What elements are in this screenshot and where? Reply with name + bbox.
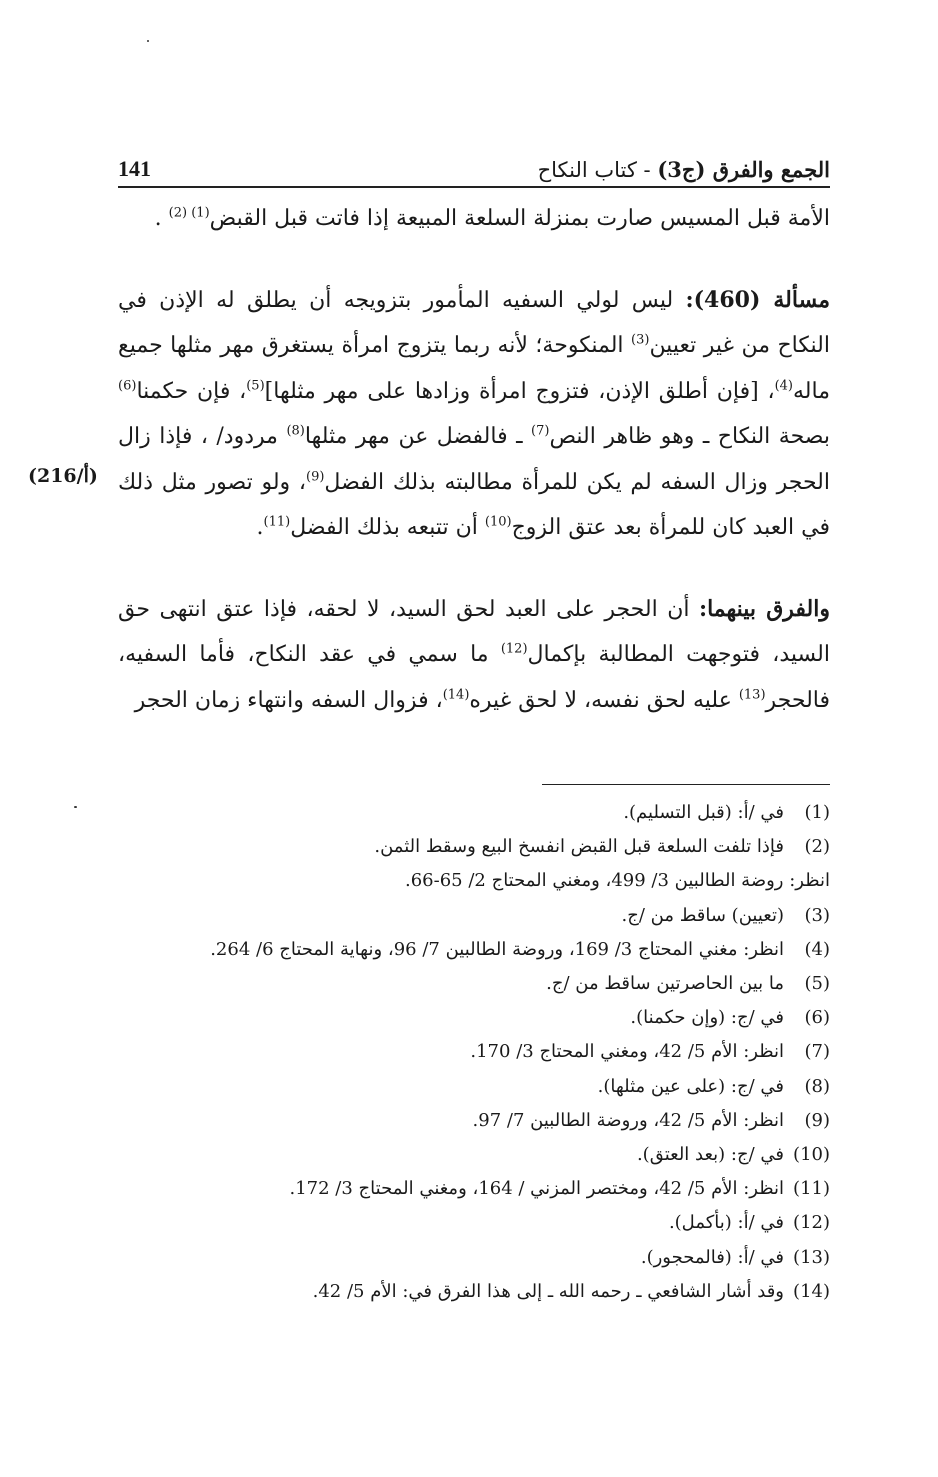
footnote-ref: (10) [484,514,512,530]
footnote-ref: (9) [305,469,325,485]
footnote-ref: (3) [631,332,650,348]
footnote-item: (11) انظر: الأم 5/ 42، ومختصر المزني / 164، ومغني المحتاج 3/ 172. [289,1178,830,1200]
page-number: 141 [118,156,151,181]
footnote-ref: (13) [738,687,766,703]
footnote-item: (6) في /ج: (وإن حكمنا). [630,1007,830,1029]
footnote-item: (1) في /أ: (قبل التسليم). [623,802,830,823]
footnote-ref: (1) (2) [168,205,210,221]
footnote-ref: (11) [263,514,291,530]
footnote-ref: (8) [286,423,305,439]
footnotes [118,796,830,1309]
scan-speck [147,40,149,42]
book-title: الجمع والفرق (ج3) [657,157,830,182]
footnote-item: (8) في /ج: (على عين مثلها). [597,1075,830,1097]
masala-label: مسألة (460): [685,286,831,313]
footnote-item: (2) فإذا تلفت السلعة قبل القبض انفسخ البيع وسقط الثمن. [374,836,830,858]
footnote-item-continuation: انظر: روضة الطالبين 3/ 499، ومغني المحتاج 2/ 65-66. [404,870,830,892]
scan-speck [74,806,77,808]
footnote-ref: (6) [118,378,137,394]
footnote-ref: (12) [500,641,528,657]
title-separator: - [636,158,658,182]
running-title [538,157,830,182]
footnote-item: (12) في /أ: (بأكمل). [668,1212,830,1234]
chapter-title: كتاب النكاح [537,158,637,182]
footnote-ref: (14) [442,687,470,703]
footnote-item: (13) في /أ: (فالمحجور). [640,1246,830,1268]
footnote-item: (5) ما بين الحاصرتين ساقط من /ج. [546,973,830,995]
footnote-rule [542,784,830,785]
footnote-ref: (5) [246,378,265,394]
footnote-item: (9) انظر: الأم 5/ 42، وروضة الطالبين 7/ 97. [472,1109,830,1131]
footnote-ref: (4) [774,378,793,394]
main-text [118,196,830,723]
footnote-item: (4) انظر: مغني المحتاج 3/ 169، وروضة الطالبين 7/ 96، ونهاية المحتاج 6/ 264. [210,938,830,960]
masala-paragraph: مسألة (460): ليس لولي السفيه المأمور بتزويجه أن يطلق له الإذن في النكاح من غير تعيين$^{(3)}$ المنكوحة؛ لأنه ربما يتزوج امرأة يستغرق مهر مثلها جميع ماله$^{(4)}$، [فإن أطلق الإذن، فتزوج امرأة وزادها على مهر مثلها]$^{(5)}$، فإن حكمنا$^{(6)}$ بصحة النكاح ـ وهو ظاهر النص$^{(7)}$ ـ فالفضل عن مهر مثلها$^{(8)}$ مردود/ ، فإذا زال الحجر وزال السفه لم يكن للمرأة مطالبته بذلك الفضل$^{(9)}$، ولو تصور مثل ذلك في العبد كان للمرأة بعد عتق الزوج$^{(10)}$ أن تتبعه بذلك الفضل$^{(11)}$. [118,286,831,540]
footnote-item: (7) انظر: الأم 5/ 42، ومغني المحتاج 3/ 170. [470,1041,830,1063]
footnote-ref: (7) [531,423,550,439]
header-rule [118,186,830,188]
footnote-item: (10) في /ج: (بعد العتق). [636,1144,830,1166]
continuation-line: الأمة قبل المسيس صارت بمنزلة السلعة المبيعة إذا فاتت قبل القبض$^{(1) (2)}$ . [154,205,830,231]
farq-label: والفرق بينهما: [698,595,830,622]
running-header [118,142,830,182]
farq-paragraph: والفرق بينهما: أن الحجر على العبد لحق السيد، لا لحقه، فإذا عتق انتهى حق السيد، فتوجهت المطالبة بإكمال$^{(12)}$ ما سمي في عقد النكاح، فأما السفيه، فالحجر$^{(13)}$ عليه لحق نفسه، لا لحق غيره$^{(14)}$، فزوال السفه وانتهاء زمان الحجر [118,595,830,713]
footnote-item: (14) وقد أشار الشافعي ـ رحمه الله ـ إلى هذا الفرق في: الأم 5/ 42. [312,1280,830,1302]
footnote-item: (3) (تعيين) ساقط من /ج. [621,904,830,926]
manuscript-folio-note: (216/أ) [28,465,98,487]
